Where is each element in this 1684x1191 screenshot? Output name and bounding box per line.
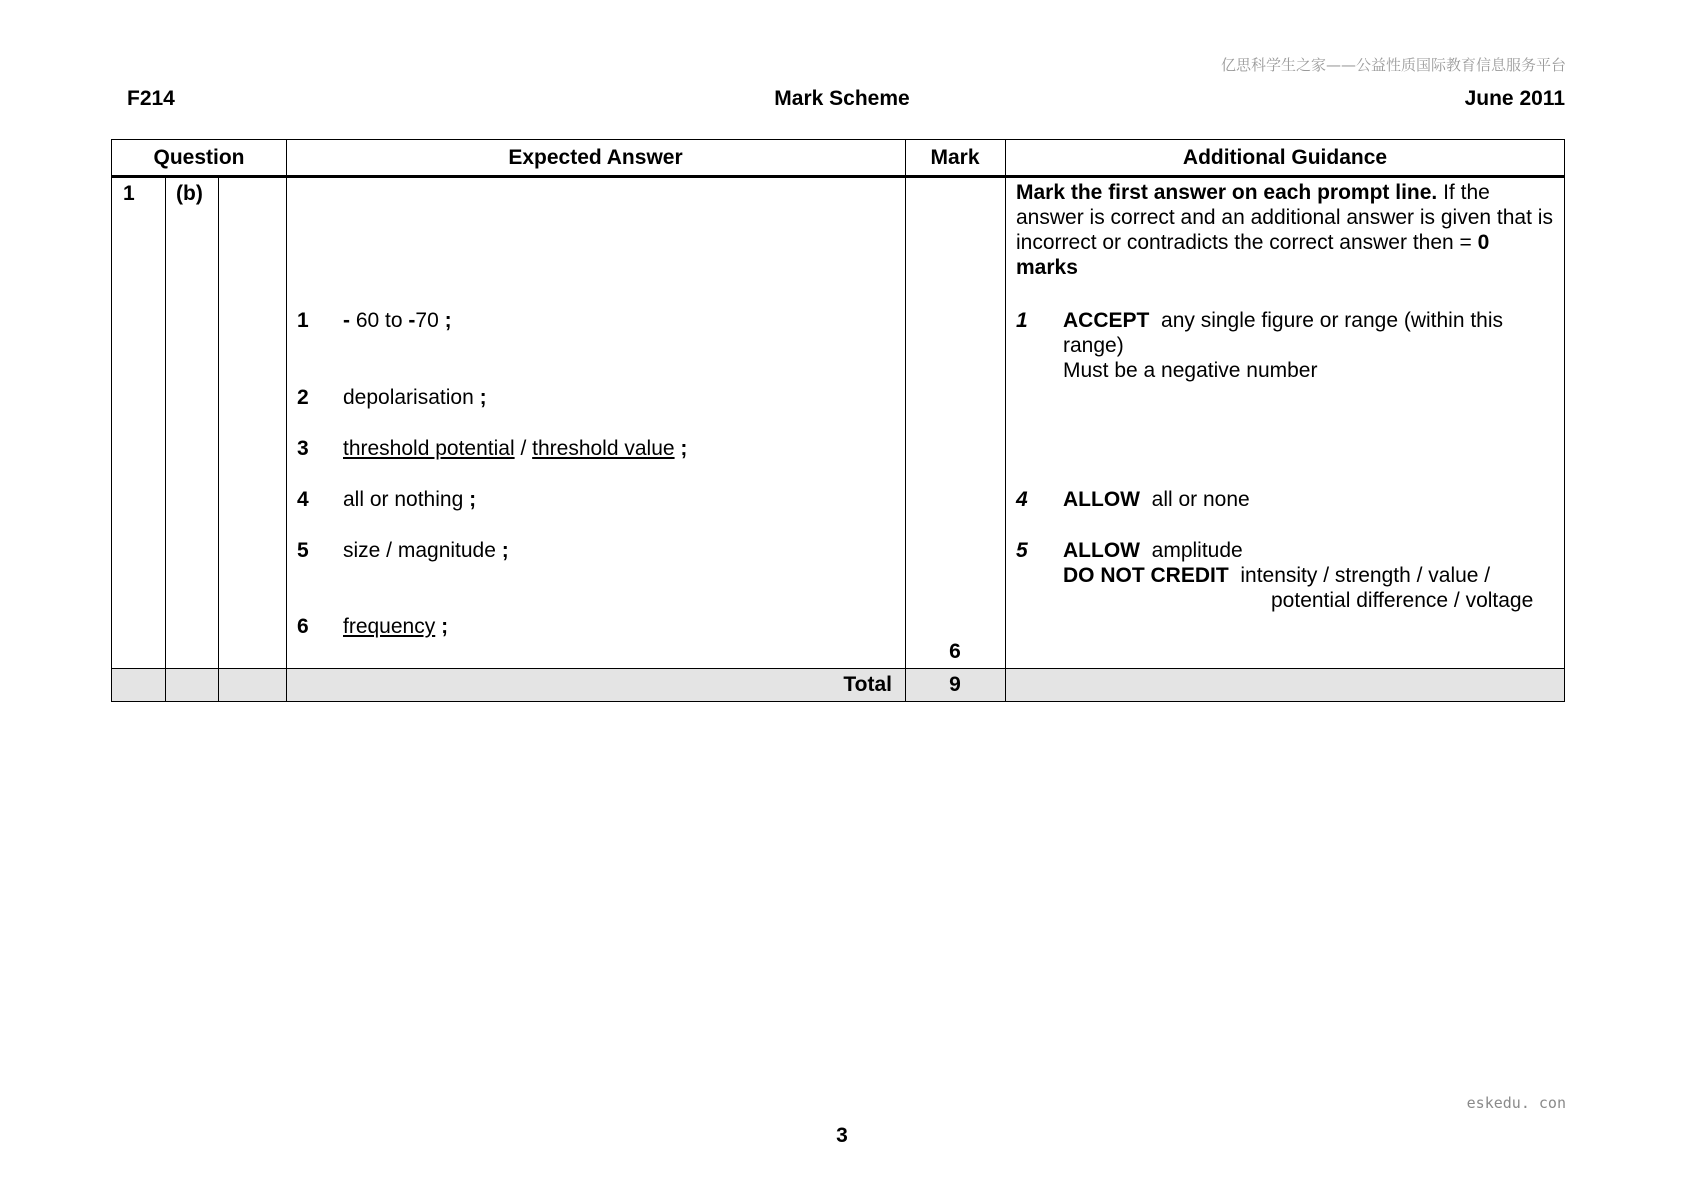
guidance-intro-marks: 0 marks <box>1016 231 1490 279</box>
total-mark: 9 <box>949 673 961 696</box>
answer-3 <box>343 437 687 461</box>
header-expected-answer: Expected Answer <box>508 146 683 169</box>
mark-scheme-table <box>111 139 1565 702</box>
guidance-text: Must be a negative number <box>1063 359 1318 382</box>
answer-text: depolarisation <box>343 386 480 409</box>
question-number: 1 <box>123 182 135 205</box>
answer-text: 60 to <box>350 309 409 332</box>
answer-number: 3 <box>297 437 309 460</box>
guidance-keyword: ALLOW <box>1063 488 1140 511</box>
answer-text: size / magnitude <box>343 539 502 562</box>
guidance-keyword: ALLOW <box>1063 539 1140 562</box>
guidance-4 <box>1063 487 1558 512</box>
col-divider <box>218 175 219 701</box>
watermark-bottom: eskedu. con <box>1466 1094 1566 1112</box>
document-title: Mark Scheme <box>774 87 910 110</box>
paper-code: F214 <box>127 87 175 110</box>
marking-point-separator: ; <box>444 309 452 332</box>
guidance-intro-bold: Mark the first answer on each prompt line. <box>1016 181 1438 204</box>
page-number: 3 <box>836 1124 848 1147</box>
guidance-keyword: DO NOT CREDIT <box>1063 564 1229 587</box>
guidance-intro <box>1016 180 1556 280</box>
answer-2 <box>343 386 487 410</box>
answer-number: 2 <box>297 386 309 409</box>
answer-1 <box>343 309 452 333</box>
answer-5 <box>343 539 509 563</box>
col-divider <box>905 140 906 701</box>
answer-number: 5 <box>297 539 309 562</box>
guidance-1 <box>1063 308 1558 383</box>
answer-text: threshold value <box>532 437 675 460</box>
answer-number: 1 <box>297 309 309 332</box>
answer-text: 70 <box>415 309 445 332</box>
guidance-text: intensity / strength / value / <box>1240 564 1491 587</box>
header-additional-guidance: Additional Guidance <box>1182 146 1388 169</box>
guidance-number: 1 <box>1016 309 1028 332</box>
minus-sign: - <box>408 309 416 332</box>
answer-text: / <box>514 437 533 460</box>
col-divider <box>1005 140 1006 701</box>
guidance-keyword: ACCEPT <box>1063 309 1150 332</box>
marking-point-separator: ; <box>469 488 477 511</box>
total-label: Total <box>843 673 892 696</box>
answer-number: 6 <box>297 615 309 638</box>
guidance-number: 4 <box>1016 488 1028 511</box>
answer-text: all or nothing <box>343 488 470 511</box>
guidance-text: any single figure or range (within this range) <box>1063 309 1504 357</box>
guidance-intro-text: If the answer is correct and an additional answer is given that is incorrect or contradicts the correct answer then = <box>1016 181 1553 254</box>
col-divider <box>165 175 166 701</box>
header-mark: Mark <box>930 146 980 169</box>
col-divider <box>286 140 287 701</box>
marking-point-separator: ; <box>501 539 509 562</box>
marking-point-separator: ; <box>479 386 487 409</box>
watermark-top: 亿思科学生之家——公益性质国际教育信息服务平台 <box>1220 56 1566 74</box>
exam-date: June 2011 <box>1464 87 1565 110</box>
marking-point-separator: ; <box>674 437 688 460</box>
minus-sign: - <box>343 309 350 332</box>
question-part: (b) <box>176 182 203 205</box>
guidance-text: all or none <box>1151 488 1250 511</box>
header-divider <box>112 175 1564 178</box>
answer-text: frequency <box>343 615 436 638</box>
guidance-number: 5 <box>1016 539 1028 562</box>
answer-text: threshold potential <box>343 437 515 460</box>
guidance-5 <box>1063 538 1558 613</box>
answer-4 <box>343 488 476 512</box>
header-question: Question <box>153 146 245 169</box>
answer-6 <box>343 615 448 639</box>
guidance-text: amplitude <box>1151 539 1243 562</box>
mark-value: 6 <box>949 640 961 663</box>
guidance-text: potential difference / voltage <box>1271 589 1534 612</box>
answer-number: 4 <box>297 488 309 511</box>
total-divider <box>112 668 1564 669</box>
marking-point-separator: ; <box>435 615 449 638</box>
